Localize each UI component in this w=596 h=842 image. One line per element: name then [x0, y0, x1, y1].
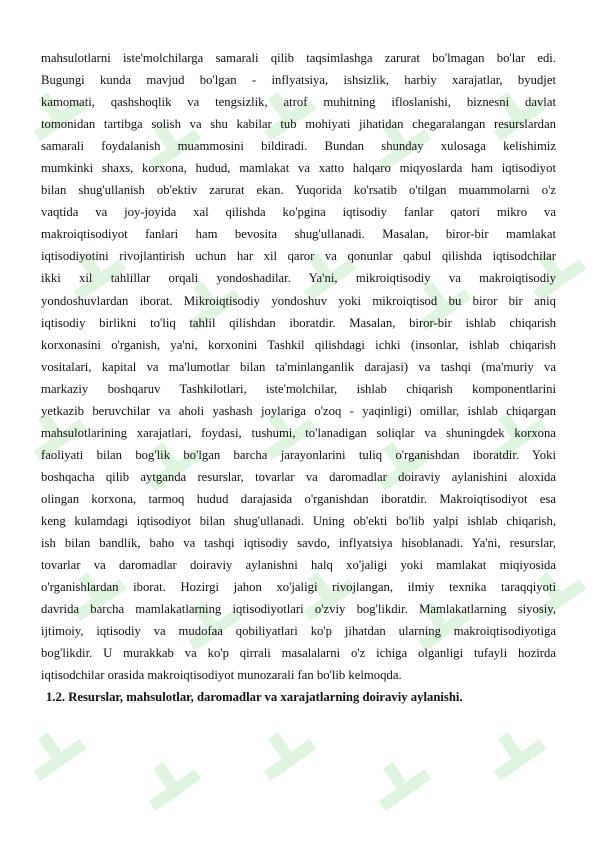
body-line: faoliyati bilan bog'lik bo'lgan barcha jarayonlarini tuliq o'rganishdan iboratdir. Yoki — [41, 447, 556, 462]
watermark-mark — [20, 719, 87, 781]
watermark-mark — [135, 749, 202, 811]
body-line: vositalari, kapital va ma'lumotlar bilan ta'minlanganlik darajasi) va tashqi (ma'muriy va — [41, 359, 556, 374]
body-line: ish bilan bandlik, baho va tashqi iqtisodiy savdo, inflyatsiya hisoblanadi. Ya'ni, resurslar, — [41, 536, 556, 551]
body-line: makroiqtisodiyot fanlari ham bevosita shug'ullanadi. Masalan, biror-bir mamlakat — [41, 227, 556, 242]
body-line: ijtimoiy, iqtisodiy va mudofaa qobiliyatlari ko'p jihatdan ularning makroiqtisodiyotiga — [41, 624, 556, 639]
body-line: samarali foydalanish muammosini bildiradi. Bundan shunday xulosaga kelishimiz — [41, 139, 556, 154]
watermark-mark — [480, 719, 547, 781]
body-text — [41, 47, 556, 708]
body-line: tovarlar va daromadlar doiraviy aylanishni halq xo'jaligi yoki mamlakat miqiyosida — [41, 558, 556, 573]
body-line: iqtisodiyotini rivojlantirish uchun har xil qaror va qonunlar qabul qilishda iqtisodchilar — [41, 249, 556, 264]
body-line: iqtisodchilar orasida makroiqtisodiyot munozarali fan bo'lib kelmoqda. — [41, 668, 402, 683]
body-line: markaziy boshqaruv Tashkilotlari, iste'molchilar, ishlab chiqarish komponentlarini — [41, 381, 556, 396]
body-line: mahsulotlarni iste'molchilarga samarali qilib taqsimlashga zarurat bo'lmagan bo'lar edi. — [41, 51, 556, 65]
body-line: bilan shug'ullanish ob'ektiv zarurat ekan. Yuqorida ko'rsatib o'tilgan muammolarni o'z — [41, 183, 556, 198]
body-line: yondoshuvlardan iborat. Mikroiqtisodiy yondoshuv yoki mikroiqtisod bu biror bir aniq — [41, 293, 556, 308]
body-line: mahsulotlarining xarajatlari, foydasi, tushumi, to'lanadigan soliqlar va shuningdek korxona — [41, 425, 556, 440]
body-line: yetkazib beruvchilar va aholi yashash joylariga o'zoq - yaqinligi) omillar, ishlab chiqargan — [41, 403, 556, 418]
body-line: o'rganishlardan iborat. Hozirgi jahon xo'jaligi rivojlangan, ilmiy texnika taraqqiyoti — [41, 580, 556, 595]
body-line: ikki xil tahlillar orqali yondoshadilar. Ya'ni, mikroiqtisodiy va makroiqtisodiy — [41, 271, 556, 286]
body-line: davrida barcha mamlakatlarning iqtisodiyotlari o'zviy bog'likdir. Mamlakatlarning siyosiy, — [41, 602, 556, 617]
body-line: kamomati, qashshoqlik va tengsizlik, atrof muhitning ifloslanishi, biznesni davlat — [41, 95, 556, 110]
body-line: keng kulamdagi iqtisodiyot bilan shug'ullanadi. Uning ob'ekti bo'lib yalpi ishlab chiqarish, — [41, 513, 556, 528]
section-heading: 1.2. Resurslar, mahsulotlar, daromadlar va xarajatlarning doiraviy aylanishi. — [46, 690, 463, 705]
body-line: Bugungi kunda mavjud bo'lgan - inflyatsiya, ishsizlik, harbiy xarajatlar, byudjet — [41, 73, 556, 88]
body-line: tomonidan tartibga solish va shu kabilar tub mohiyati jihatidan chegaralangan resurslardan — [41, 117, 556, 132]
body-line: korxonasini o'rganish, ya'ni, korxonini Tashkil qilishdagi ichki (insonlar, ishlab chiqarish — [41, 337, 556, 352]
body-line: bog'likdir. U murakkab va ko'p qirrali masalalarni o'z ichiga olganligi tufayli hozirda — [41, 646, 556, 661]
body-line: boshqacha qilib aytganda resurslar, tovarlar va daromadlar doiraviy aylanishini aloxida — [41, 469, 556, 484]
watermark-mark — [250, 719, 317, 781]
watermark-mark — [365, 749, 432, 811]
body-line: iqtisodiy birlikni to'liq tahlil qilishdan iboratdir. Masalan, biror-bir ishlab chiqarish — [41, 315, 556, 330]
body-line: olingan korxona, tarmoq hudud darajasida o'rganishdan iboratdir. Makroiqtisodiyot esa — [41, 491, 556, 506]
body-line: mumkinki shaxs, korxona, hudud, mamlakat va xatto halqaro miqyoslarda ham iqtisodiyot — [41, 161, 556, 176]
body-line: vaqtida va joy-joyida xal qilishda ko'pgina iqtisodiy fanlar qatori mikro va — [41, 205, 556, 220]
